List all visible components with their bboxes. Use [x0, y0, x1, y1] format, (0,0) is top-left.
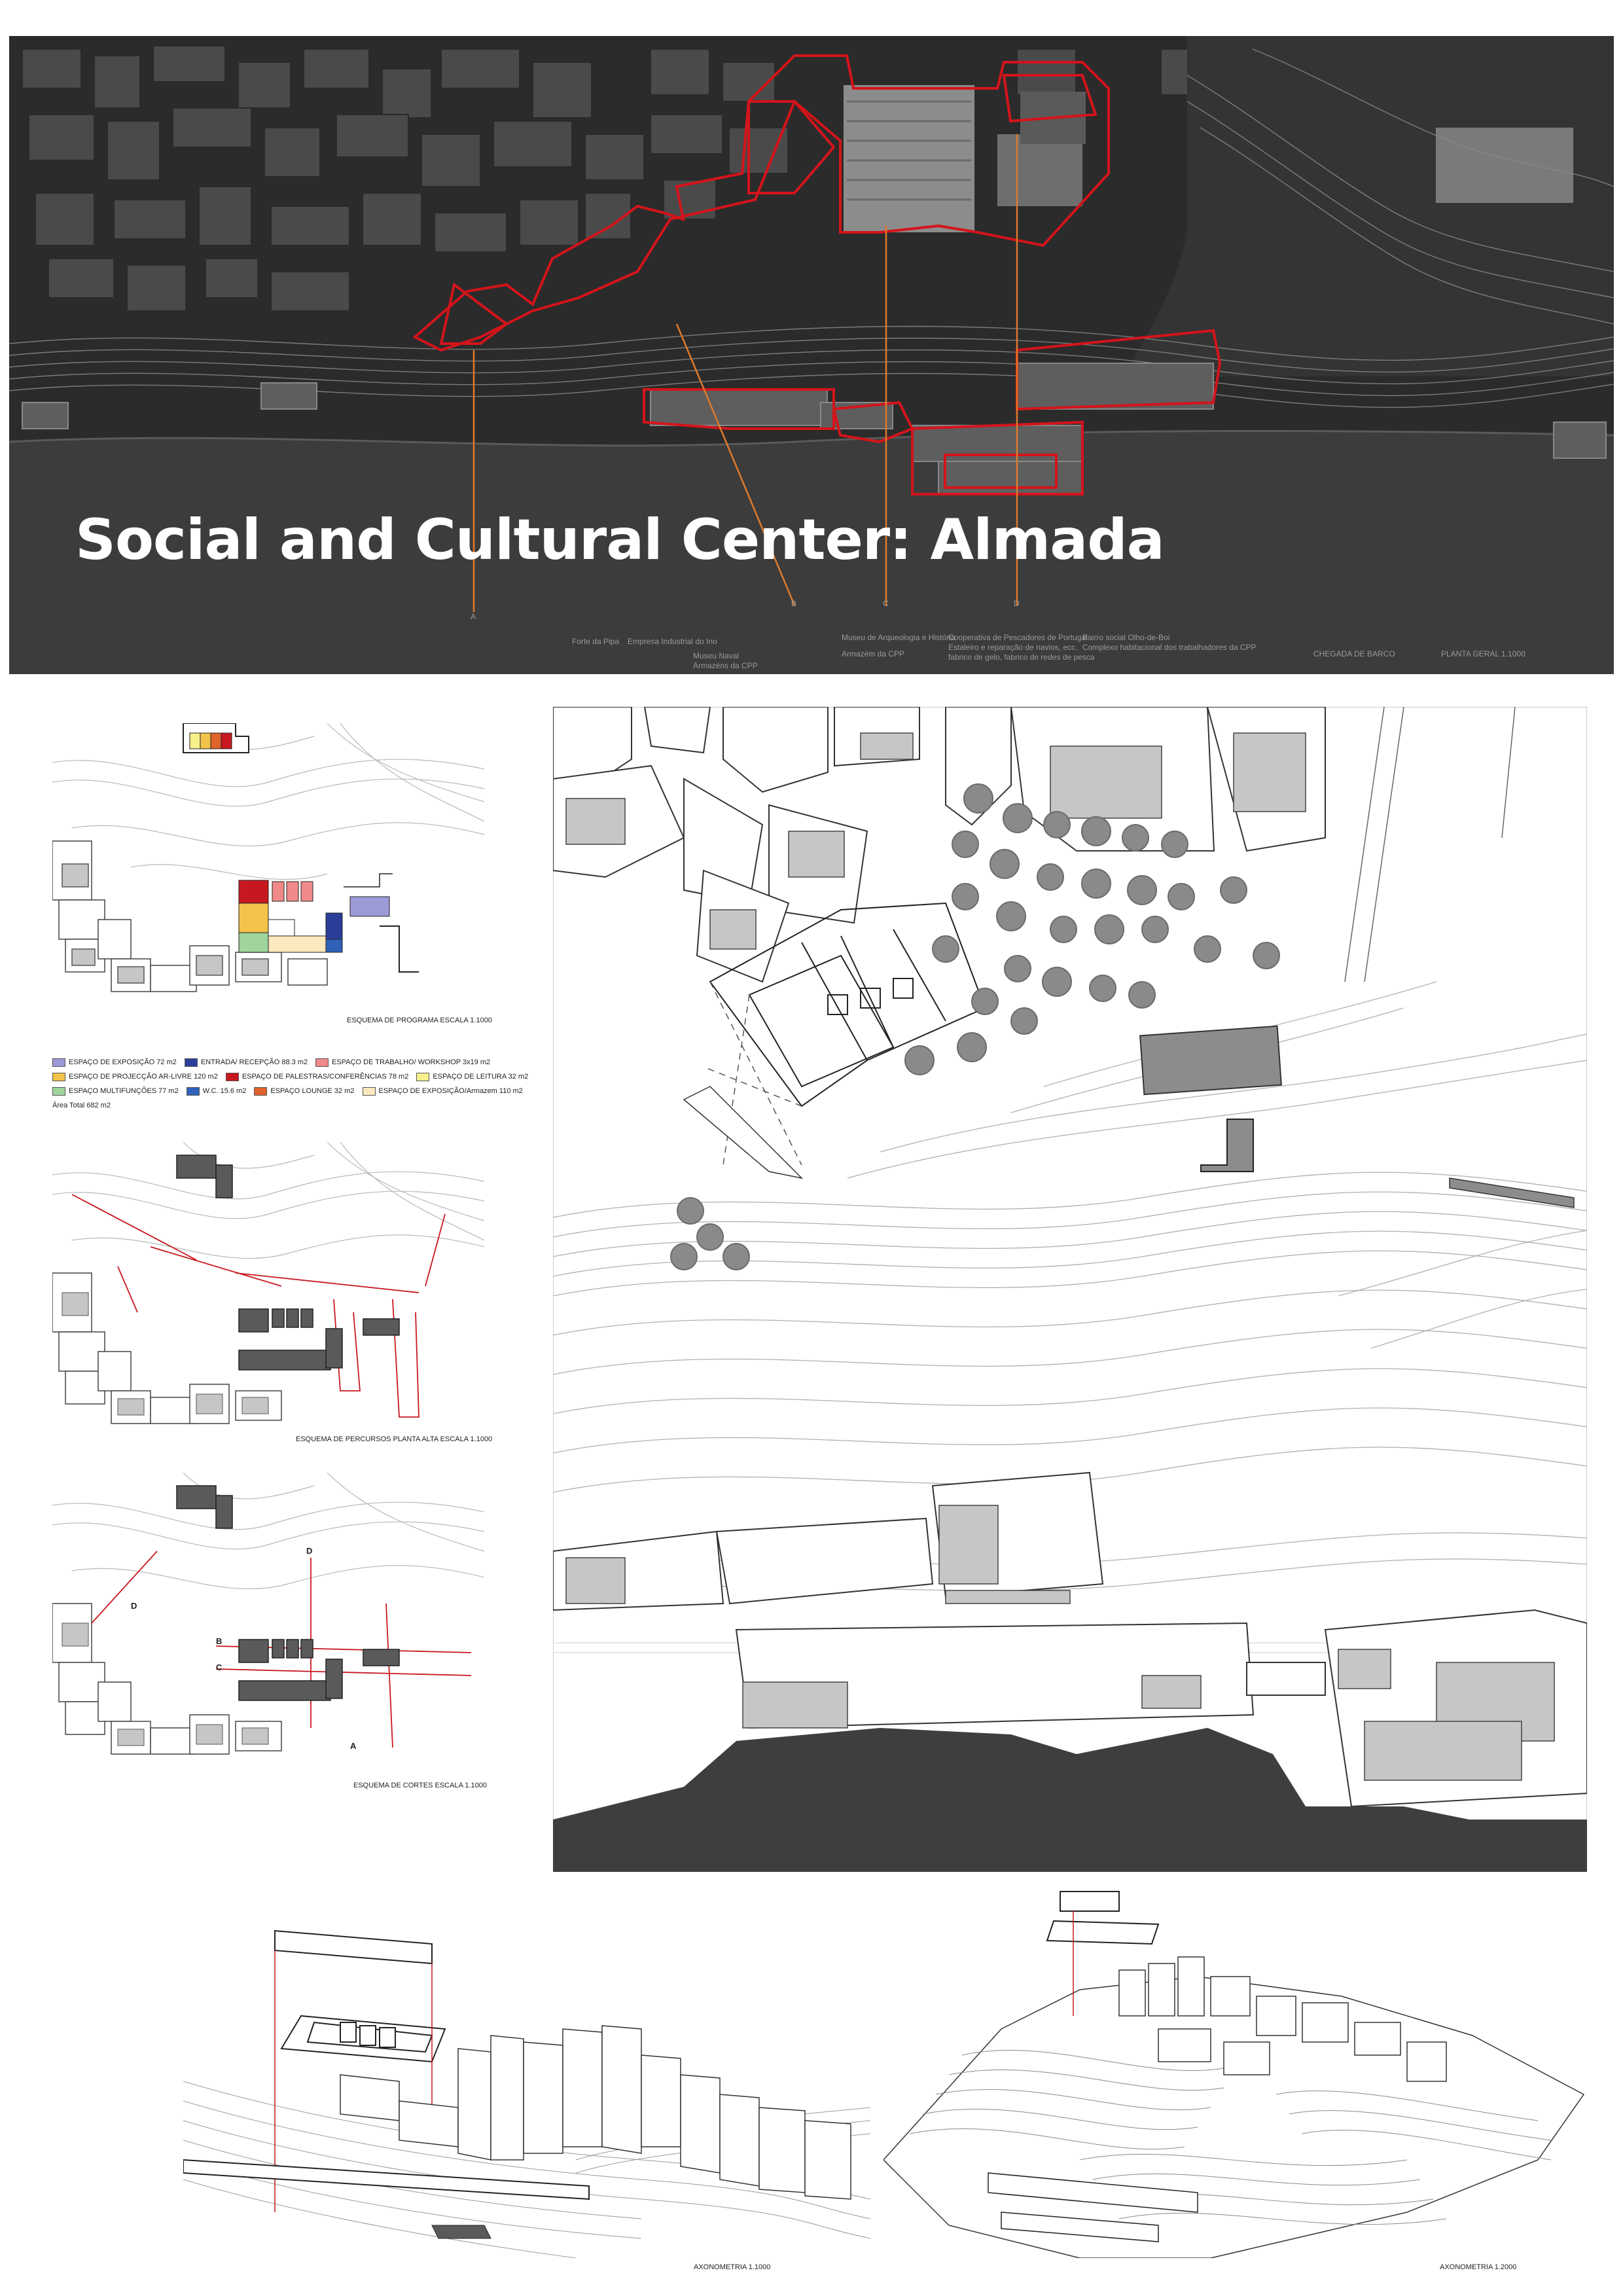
legend-item: [226, 1073, 409, 1081]
legend-item: [52, 1073, 218, 1081]
legend-item: [187, 1087, 247, 1096]
axonometry-right: [883, 1885, 1610, 2278]
percursos-caption: ESQUEMA DE PERCURSOS PLANTA ALTA ESCALA 1.1000: [296, 1435, 493, 1443]
legend-label: ENTRADA/ RECEPÇÃO 88.3 m2: [200, 1058, 308, 1066]
legend-swatch: [363, 1087, 376, 1096]
program-legend: [52, 1055, 550, 1113]
legend-swatch: [254, 1087, 267, 1096]
legend-swatch: [52, 1058, 65, 1067]
cut-label-d: D: [306, 1546, 313, 1556]
legend-label: ESPAÇO LOUNGE 32 m2: [270, 1087, 355, 1095]
cut-label-a: A: [350, 1741, 357, 1751]
legend-swatch: [315, 1058, 329, 1067]
label-armazens-cpp-1: Armazéns da CPP: [693, 661, 758, 670]
axo-right-caption: AXONOMETRIA 1.2000: [1440, 2263, 1517, 2271]
scheme-cortes: [52, 1473, 487, 1793]
label-fabrico: fabrico de gelo, fabrico de redes de pesca: [948, 653, 1095, 662]
label-bairro: Bairro social Olho-de-Boi: [1082, 633, 1170, 642]
legend-item: [416, 1073, 528, 1081]
label-armazem-cpp-2: Armazém da CPP: [842, 649, 905, 658]
axonometry-left: [183, 1911, 870, 2278]
section-mark-c: C: [883, 599, 889, 608]
cut-label-d-2: D: [131, 1601, 137, 1611]
label-planta-geral: PLANTA GERAL 1.1000: [1441, 649, 1525, 658]
cut-label-c: C: [216, 1662, 223, 1672]
legend-label: ESPAÇO DE PALESTRAS/CONFERÊNCIAS 78 m2: [241, 1073, 409, 1081]
label-museu-naval: Museu Naval: [693, 651, 740, 660]
legend-label: ESPAÇO DE PROJECÇÃO AR-LIVRE 120 m2: [69, 1073, 218, 1081]
aerial-photo-panel: [9, 36, 1614, 674]
label-forte: Forte da Pipa: [572, 637, 620, 646]
legend-swatch: [226, 1073, 239, 1081]
label-chegada-barco: CHEGADA DE BARCO: [1313, 649, 1395, 658]
label-complexo: Complexo habitacional dos trabalhadores da CPP: [1082, 643, 1257, 652]
label-estaleiro: Estaleiro e reparação de navios, ecc.: [948, 643, 1078, 652]
axo-left-caption: AXONOMETRIA 1.1000: [694, 2263, 771, 2271]
section-mark-d: D: [1014, 599, 1020, 608]
legend-swatch: [52, 1073, 65, 1081]
legend-total: Área Total 682 m2: [52, 1102, 111, 1109]
page-title: Social and Cultural Center: Almada: [75, 507, 1164, 573]
section-mark-b: B: [791, 599, 797, 608]
label-cooperativa: Cooperativa de Pescadores de Portugal: [948, 633, 1088, 642]
legend-item: [52, 1087, 179, 1096]
cortes-caption: ESQUEMA DE CORTES ESCALA 1.1000: [353, 1782, 487, 1789]
scheme-programa: [52, 723, 492, 1024]
programa-caption: ESQUEMA DE PROGRAMA ESCALA 1.1000: [347, 1016, 492, 1024]
legend-swatch: [52, 1087, 65, 1096]
site-plan: [553, 707, 1587, 1872]
legend-swatch: [416, 1073, 429, 1081]
legend-label: ESPAÇO DE EXPOSIÇÃO 72 m2: [69, 1058, 177, 1066]
label-museu-arqueologia: Museu de Arqueologia e História: [842, 633, 955, 642]
legend-label: ESPAÇO DE TRABALHO/ WORKSHOP 3x19 m2: [332, 1058, 491, 1066]
legend-item: [185, 1058, 308, 1067]
section-mark-a: A: [471, 612, 476, 621]
cut-label-b: B: [216, 1636, 223, 1646]
label-empresa: Empresa Industrial do Ino: [628, 637, 717, 646]
legend-item: [52, 1058, 177, 1067]
legend-item: [254, 1087, 354, 1096]
legend-item: [363, 1087, 523, 1096]
legend-label: ESPAÇO DE EXPOSIÇÃO/Armazem 110 m2: [378, 1087, 523, 1095]
legend-swatch: [187, 1087, 200, 1096]
legend-item: [315, 1058, 490, 1067]
legend-label: ESPAÇO MULTIFUNÇÕES 77 m2: [69, 1087, 179, 1095]
legend-label: ESPAÇO DE LEITURA 32 m2: [433, 1073, 529, 1081]
legend-label: W.C. 15.6 m2: [202, 1087, 247, 1095]
legend-swatch: [185, 1058, 198, 1067]
scheme-percursos: [52, 1142, 493, 1450]
